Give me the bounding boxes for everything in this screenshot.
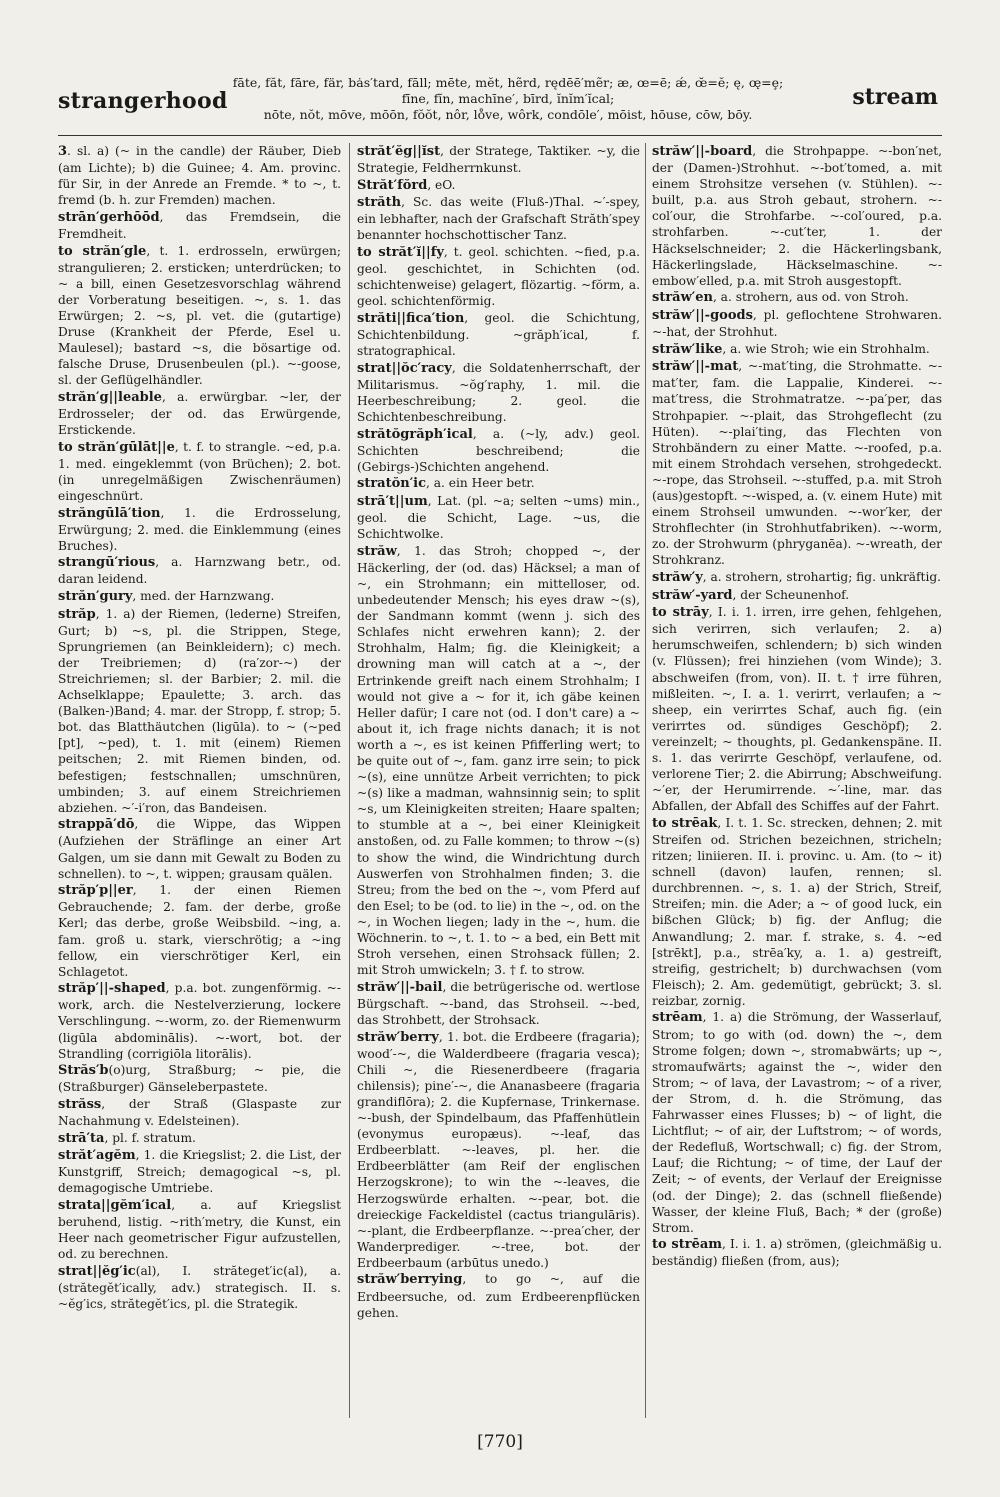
entry-headword: străth xyxy=(357,195,402,211)
dictionary-entry: străw, 1. das Stroh; chopped ~, der Häckerling, der (od. das) Häcksel; a man of ~, ein Strohmann; ein mittelloser, od. unbedeutender Mensch; his eyes draw ~(s), der Sandmann kommt (wenn j. sich des Schlafes nicht erwehren kann); 2. der Strohhalm, Halm; fig. die Kleinigkeit; a drowning man will catch at a ~, der Ertrinkende greift nach einem Strohhalm; I would not give a ~ for it, ich gäbe keinen Heller dafür; I care not (od. I don't care) a ~ about it, ich frage nichts danach; it is not worth a ~, es ist keinen Pfifferling wert; to be quite out of ~, fam. ganz irre sein; to pick ~(s), eine unnütze Arbeit verrichten; to pick ~(s) like a madman, wahnsinnig sein; to split ~s, um Kleinigkeiten streiten; Haare spalten; to stumble at a ~, bei einer Kleinigkeit anstoßen, od. zu Falle kommen; to throw ~(s) to show the wind, die Windrichtung durch Auswerfen von Strohhalmen finden; 3. die Streu; from the bed on the ~, vom Pferd auf den Esel; to be (od. to lie) in the ~, od. on the ~, in Wochen liegen; lady in the ~, hum. die Wöchnerin. to ~, t. 1. to ~ a bed, ein Bett mit Stroh versehen, einen Strohsack füllen; 2. mit Stroh umwickeln; 3. † f. to strow. xyxy=(357,543,640,978)
entry-headword: străt′agĕm xyxy=(58,1148,136,1164)
entry-headword: to strēam xyxy=(652,1237,723,1253)
pronunciation-key-line-1: fāte, făt, fāre, fär, bȧs′tard, fāll; mēte, mĕt, hẽrd, rędēē′mẽr; æ, œ=ē; ǽ, œ̆=ĕ; ę, œ̨=ȩ; xyxy=(232,75,784,90)
dictionary-entry: străti||fica′tion, geol. die Schichtung, Schichtenbildung. ~grăph′ical, f. stratographical. xyxy=(357,310,640,359)
column-divider-2 xyxy=(645,143,646,1418)
dictionary-entry: străt′ĕg||ĭst, der Stratege, Taktiker. ~y, die Strategie, Feldherrnkunst. xyxy=(357,144,640,176)
column-middle xyxy=(357,143,640,1423)
dictionary-entry: străss, der Straß (Glaspaste zur Nachahmung v. Edelsteinen). xyxy=(58,1096,341,1129)
column-left xyxy=(58,143,341,1423)
entry-headword: stratŏn′ic xyxy=(357,476,427,492)
entry-headword: străw′like xyxy=(652,341,723,357)
dictionary-entry: străw′berry, 1. bot. die Erdbeere (fragaria); wood′-~, die Walderdbeere (fragaria vesca); Chili ~, die Riesenerdbeere (fragaria chilensis); pine′-~, die Ananasbeere (fragaria grandiflōra); 2. die Kupfernase, Trinkernase. ~-bush, der Spindelbaum, das Pfaffenhütlein (evonymus europæus). ~-leaf, das Erdbeerblatt. ~-leaves, pl. her. die Erdbeerblätter (am Reif der englischen Herzogskrone); to win the ~-leaves, die Herzogswürde erhalten. ~-pear, bot. die dreieckige Fackeldistel (cactus triangulāris). ~-plant, die Erdbeerpflanze. ~-prea′cher, der Wanderprediger. ~-tree, bot. der Erdbeerbaum (arbūtus unedo.) xyxy=(357,1029,640,1270)
dictionary-entry: Străt′fŏrd, eO. xyxy=(357,177,456,193)
dictionary-entry: străw′like, a. wie Stroh; wie ein Strohhalm. xyxy=(652,341,930,357)
page-header xyxy=(58,58,938,128)
entry-headword: strēam xyxy=(652,1010,703,1026)
entry-headword: străp′||-shaped xyxy=(58,981,166,997)
dictionary-entry: stratŏn′ic, a. ein Heer betr. xyxy=(357,476,535,492)
dictionary-entry: strata||gĕm′ical, a. auf Kriegslist beruhend, listig. ~rith′metry, die Kunst, ein Heer nach geometrischer Figur aufzustellen, od. zu berechnen. xyxy=(58,1198,341,1262)
entry-headword: străw′||-goods xyxy=(652,307,753,323)
dictionary-entry: strappā′dō, die Wippe, das Wippen (Aufziehen der Sträflinge an einer Art Galgen, um sie dann mit Gewalt zu Boden zu schnellen). to ~, t. wippen; grausam quälen. xyxy=(58,817,341,881)
entry-headword: străn′g||leable xyxy=(58,389,162,405)
entry-headword: străt′ĕg||ĭst xyxy=(357,144,441,159)
dictionary-entry: to strēam, I. i. 1. a) strömen, (gleichmäßig u. beständig) fließen (from, aus); xyxy=(652,1237,942,1269)
dictionary-entry: strat||ĕg′ic(al), I. străteget′ic(al), a. (strătegĕt′ically, adv.) strategisch. II. s. ~ĕg′ics, strătegĕt′ics, pl. die Strategik. xyxy=(58,1263,341,1312)
entry-headword: străngūlā′tion xyxy=(58,505,161,521)
entry-headword: străw′||-board xyxy=(652,144,753,159)
dictionary-entry: străth, Sc. das weite (Fluß-)Thal. ~′-spey, ein lebhafter, nach der Grafschaft Străth′spey benannter hochschottischer Tanz. xyxy=(357,195,640,243)
dictionary-entry: 3. sl. a) (~ in the candle) der Räuber, Dieb (am Lichte); b) die Guinee; 4. Am. provinc. für Sir, in der Anrede an Fremde. * to ~, t. fremd (b. h. zur Fremden) machen. xyxy=(58,144,341,208)
entry-headword: străp′p||er xyxy=(58,883,133,899)
dictionary-entry: strat||ŏc′racy, die Soldatenherrschaft, der Militarismus. ~ŏg′raphy, 1. mil. die Heerbeschreibung; 2. geol. die Schichtenbeschreibung. xyxy=(357,360,640,424)
dictionary-entry: străw′-yard, der Scheunenhof. xyxy=(652,587,850,603)
dictionary-entry: Străs′b(o)urg, Straßburg; ~ pie, die (Straßburger) Gänseleberpastete. xyxy=(58,1063,341,1095)
dictionary-entry: strēam, 1. a) die Strömung, der Wasserlauf, Strom; to go with (od. down) the ~, dem Strome folgen; down ~, stromabwärts; up ~, stromaufwärts; against the ~, wider den Strom; ~ of lava, der Lavastrom; ~ of a river, der Strom, d. h. die Strömung, das Fahrwasser eines Flusses; b) ~ of light, die Lichtflut; ~ of air, der Luftstrom; ~ of words, der Redefluß, Wortschwall; c) fig. der Strom, Lauf; die Richtung; ~ of time, der Lauf der Zeit; ~ of events, der Verlauf der Ereignisse (od. der Dinge); 2. das (schnell fließende) Wasser, der kleine Fluß, Bach; * der (große) Strom. xyxy=(652,1010,942,1235)
column-divider-1 xyxy=(349,143,350,1418)
entry-headword: Străs′b xyxy=(58,1063,109,1079)
entry-headword: străw′-yard xyxy=(652,587,733,603)
entry-headword: străp xyxy=(58,606,96,622)
entry-headword: strā′t||um xyxy=(357,493,428,509)
entry-headword: străw′berrying xyxy=(357,1272,463,1288)
entry-headword: to străn′gūlāt||e xyxy=(58,439,175,455)
dictionary-entry: străp′p||er, 1. der einen Riemen Gebrauchende; 2. fam. der derbe, große Kerl; das derbe, große Weibsbild. ~ing, a. fam. groß u. stark, vierschrötig; a ~ing fellow, ein vierschrötiger Kerl, ein Schlagetot. xyxy=(58,883,341,979)
dictionary-entry: străw′||-board, die Strohpappe. ~-bon′net, der (Damen-)Strohhut. ~-bot′tomed, a. mit einem Strohsitze versehen (v. Stühlen). ~-built, p.a. aus Stroh gebaut, strohern. ~-col′our, die Strohfarbe. ~-col′oured, p.a. strohfarben. ~-cut′ter, 1. der Häckselschneider; 2. die Häckerlingsbank, Häckerlingslade, Häckselmaschine. ~-embow′elled, p.a. mit Stroh ausgestopft. xyxy=(652,144,942,288)
pronunciation-key-line-3: nōte, nŏt, mōve, mōōn, fŏŏt, nôr, lo̊ve, wôrk, condōle′, mōist, hōuse, cōw, bōy. xyxy=(263,107,753,122)
entry-headword: străw′||-bail xyxy=(357,979,443,995)
entry-headword: strangū′rious xyxy=(58,555,156,571)
entry-headword: străw′berry xyxy=(357,1029,439,1045)
dictionary-entry: străw′y, a. strohern, strohartig; fig. unkräftig. xyxy=(652,569,942,585)
entry-headword: strătŏgrăph′ical xyxy=(357,426,473,442)
entry-headword: strata||gĕm′ical xyxy=(58,1198,172,1213)
dictionary-entry: strangū′rious, a. Harnzwang betr., od. daran leidend. xyxy=(58,555,341,587)
left-running-headword: strangerhood xyxy=(58,88,228,114)
entry-headword: străw′en xyxy=(652,290,713,306)
dictionary-entry: to strāy, I. i. 1. irren, irre gehen, fehlgehen, sich verirren, sich verlaufen; 2. a) herumschweifen, schlendern; b) sich winden (v. Flüssen); frei hinziehen (vom Winde); 3. abschweifen (from, von). II. t. † irre führen, mißleiten. ~, I. a. 1. verirrt, verlaufen; a ~ sheep, ein verirrtes Schaf, auch fig. (ein verirrtes od. sündiges Geschöpf); 2. vereinzelt; ~ thoughts, pl. Gedankenspäne. II. s. 1. das verirrte Geschöpf, verlaufene, od. verlorene Tier; 2. die Abirrung; Abschweifung. ~′er, der Herumirrende. ~′-line, mar. das Abfallen, der Abfall des Schiffes auf der Fahrt. xyxy=(652,605,942,814)
dictionary-entry: străp, 1. a) der Riemen, (lederne) Streifen, Gurt; b) ~s, pl. die Strippen, Stege, Sprungriemen (an Beinkleidern); c) mech. der Treibriemen; d) (ra′zor-~) der Streichriemen; sl. der Barbier; 2. mil. die Achselklappe; Epaulette; 3. arch. das (Balken-)Band; 4. mar. der Stropp, f. strop; 5. bot. das Blatthäutchen (ligūla). to ~ (~ped [pt], ~ped), t. 1. mit (einem) Riemen peitschen; 2. mit Riemen binden, od. befestigen; festschnallen; umschnüren, umbinden; 3. auf einem Streichriemen abziehen. ~′-i′ron, das Bandeisen. xyxy=(58,606,341,815)
entry-headword: străti||fica′tion xyxy=(357,310,465,326)
dictionary-entry: străn′gury, med. der Harnzwang. xyxy=(58,589,275,605)
dictionary-entry: to strēak, I. t. 1. Sc. strecken, dehnen; 2. mit Streifen od. Strichen bezeichnen, stricheln; ritzen; liniieren. II. i. provinc. u. Am. (to ~ it) schnell (davon) laufen, rennen; sl. durchbrennen. ~, s. 1. a) der Strich, Streif, Streifen; min. die Ader; a ~ of good luck, ein bißchen Glück; b) fig. der Anflug; die Anwandlung; 2. mar. f. strake, s. 4. ~ed [strēkt], p.a., strēa′ky, a. 1. a) gestreift, streifig, gestrichelt; b) durchwachsen (vom Fleisch); 2. Am. gedemütigt, gebrückt; 3. sl. reizbar, zornig. xyxy=(652,815,942,1008)
dictionary-entry: străw′||-goods, pl. geflochtene Strohwaren. ~-hat, der Strohhut. xyxy=(652,307,942,340)
dictionary-entry: străw′||-mat, ~-mat′ting, die Strohmatte. ~-mat′ter, fam. die Lappalie, Kinderei. ~-mat′tress, die Strohmatratze. ~-pa′per, das Strohpapier. ~-plait, das Strohgeflecht (zu Hüten). ~-plai′ting, das Flechten von Strohbändern zu einer Matte. ~-roofed, p.a. mit einem Strohdach versehen, strohgedeckt. ~-rope, das Strohseil. ~-stuffed, p.a. mit Stroh (aus)gestopft. ~-wisped, a. (v. einem Hute) mit einem Strohseil umwunden. ~-wor′ker, der Strohflechter (in Strohhutfabriken). ~-worm, zo. der Strohwurm (phryganēa). ~-wreath, der Strohkranz. xyxy=(652,359,942,568)
entry-headword: strappā′dō xyxy=(58,817,135,833)
dictionary-entry: străw′en, a. strohern, aus od. von Stroh. xyxy=(652,290,909,306)
entry-headword: to străn′gle xyxy=(58,243,147,259)
right-running-headword: stream xyxy=(852,84,938,110)
dictionary-entry: strătŏgrăph′ical, a. (~ly, adv.) geol. Schichten beschreibend; die (Gebirgs-)Schichten angehend. xyxy=(357,426,640,474)
dictionary-entry: străp′||-shaped, p.a. bot. zungenförmig. ~-work, arch. die Nestelverzierung, lockere Verschlingung. ~-worm, zo. der Riemenwurm (ligūla abdominālis). ~-wort, bot. der Strandling (corrigiōla litorālis). xyxy=(58,981,341,1061)
entry-headword: strān′gerhōōd xyxy=(58,209,160,225)
dictionary-entry: străn′g||leable, a. erwürgbar. ~ler, der Erdrosseler; der od. das Erwürgende, Erstickende. xyxy=(58,389,341,438)
header-rule xyxy=(58,135,942,136)
dictionary-entry: străw′||-bail, die betrügerische od. wertlose Bürgschaft. ~-band, das Strohseil. ~-bed, das Strohbett, der Strohsack. xyxy=(357,979,640,1027)
entry-headword: to strāy xyxy=(652,605,709,621)
entry-headword: to strēak xyxy=(652,815,718,831)
dictionary-entry: to străn′gūlāt||e, t. f. to strangle. ~ed, p.a. 1. med. eingeklemmt (von Brüchen); 2. bot. (in unregelmäßigen Zwischenräumen) eingeschnürt. xyxy=(58,439,341,503)
entry-headword: străw′y xyxy=(652,569,703,585)
dictionary-entry: străw′berrying, to go ~, auf die Erdbeersuche, od. zum Erdbeerenpflücken gehen. xyxy=(357,1272,640,1320)
entry-headword: strat||ĕg′ic xyxy=(58,1263,136,1279)
dictionary-entry: strān′gerhōōd, das Fremdsein, die Fremdheit. xyxy=(58,209,341,241)
page-number: [770] xyxy=(477,1432,523,1452)
dictionary-entry: străt′agĕm, 1. die Kriegslist; 2. die List, der Kunstgriff, Streich; demagogical ~s, pl. demagogische Umtriebe. xyxy=(58,1148,341,1196)
entry-headword: strā′ta xyxy=(58,1130,105,1146)
entry-headword: străw′||-mat xyxy=(652,359,739,375)
dictionary-entry: to străn′gle, t. 1. erdrosseln, erwürgen; strangulieren; 2. ersticken; unterdrücken; to ~ a bill, einen Gesetzesvorschlag während der Vorberatung beseitigen. ~, s. 1. das Erwürgen; 2. ~s, pl. vet. die (gutartige) Druse (Krankheit der Pferde, Esel u. Maulesel); bastard ~s, die bösartige od. falsche Druse, Drusenbeulen (pl.). ~-goose, sl. der Geflügelhändler. xyxy=(58,243,341,388)
entry-headword: strat||ŏc′racy xyxy=(357,360,452,376)
dictionary-entry: to străt′ĭ||fy, t. geol. schichten. ~fied, p.a. geol. geschichtet, in Schichten (od. schichtenweise) gelagert, flözartig. ~fŏrm, a. geol. schichtenförmig. xyxy=(357,245,640,309)
pronunciation-key-line-2: fīne, fĭn, machīne′, bīrd, ĭnĭm′ĭcal; xyxy=(401,91,615,106)
dictionary-entry: strā′ta, pl. f. stratum. xyxy=(58,1130,196,1146)
entry-headword: străw xyxy=(357,543,397,559)
entry-headword: Străt′fŏrd xyxy=(357,177,428,193)
entry-headword: străn′gury xyxy=(58,589,133,605)
dictionary-entry: străngūlā′tion, 1. die Erdrosselung, Erwürgung; 2. med. die Einklemmung (eines Bruches). xyxy=(58,505,341,553)
entry-headword: 3 xyxy=(58,144,68,159)
entry-headword: to străt′ĭ||fy xyxy=(357,245,444,261)
dictionary-entry: strā′t||um, Lat. (pl. ~a; selten ~ums) min., geol. die Schicht, Lage. ~us, die Schichtwolke. xyxy=(357,493,640,542)
column-right xyxy=(652,143,942,1423)
entry-headword: străss xyxy=(58,1096,102,1112)
